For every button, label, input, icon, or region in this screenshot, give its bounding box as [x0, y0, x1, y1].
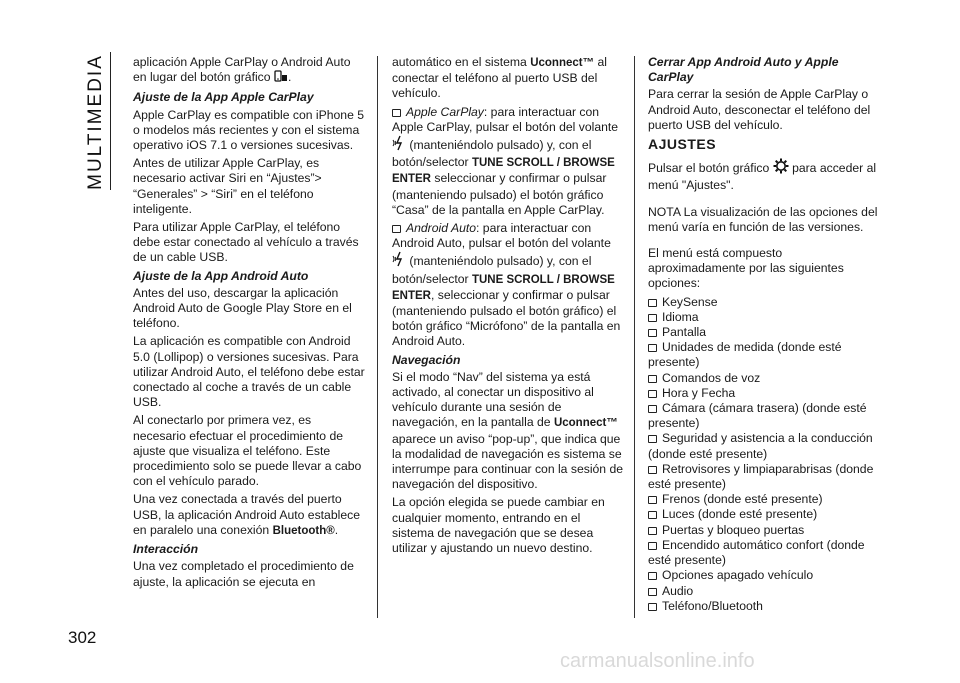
list-item: Opciones apagado vehículo [648, 568, 880, 583]
paragraph: Una vez completado el procedimiento de ajuste, la aplicación se ejecuta en [133, 559, 354, 589]
list-item: Encendido automático confort (donde esté presente) [648, 537, 865, 568]
list-item: Luces (donde esté presente) [648, 507, 880, 522]
page-number: 302 [68, 628, 97, 647]
paragraph: Al conectarlo por primera vez, es necesario efectuar el procedimiento de ajuste que visualiza el teléfono. Este procedimiento solo se puede llevar a cabo con el vehículo parado. [133, 413, 362, 489]
checkbox-bullet-icon [648, 511, 657, 519]
column-1 [133, 55, 365, 593]
list-item: Seguridad y asistencia a la conducción (donde esté presente) [648, 431, 873, 461]
checkbox-bullet-icon [648, 496, 657, 504]
section-label [66, 52, 126, 192]
section-divider [110, 52, 111, 190]
checkbox-bullet-icon [648, 435, 657, 443]
checkbox-bullet-icon [392, 225, 401, 233]
phone-projection-icon [274, 70, 288, 87]
column-divider [377, 56, 378, 618]
paragraph: Para cerrar la sesión de Apple CarPlay o Android Auto, desconectar el teléfono del puerto USB del vehículo. [648, 87, 871, 132]
checkbox-bullet-icon [648, 344, 657, 352]
checkbox-bullet-icon [648, 299, 657, 307]
heading-navigation: Navegación [392, 352, 461, 367]
checkbox-bullet-icon [648, 466, 657, 474]
checkbox-bullet-icon [648, 527, 657, 535]
paragraph: La opción elegida se puede cambiar en cualquier momento, entrando en el sistema de navegación que se desea utilizar y ajustando un nuevo destino. [392, 495, 605, 556]
paragraph: Para utilizar Apple CarPlay, el teléfono debe estar conectado al vehículo a través de un cable USB. [133, 220, 359, 265]
checkbox-bullet-icon [648, 405, 657, 413]
bullet-carplay: Apple CarPlay: para interactuar con Apple CarPlay, pulsar el botón del volante (manteniéndolo pulsado) y, con el botón/selector TUNE SCROLL / BROWSE ENTER seleccionar y confirmar o pulsar (manteniendo pulsado) el botón gráfico “Casa” de la pantalla en Apple CarPlay. [392, 104, 619, 217]
paragraph: automático en el sistema Uconnect™ al conectar el teléfono al puerto USB del vehículo. [392, 55, 607, 101]
list-item: Cámara (cámara trasera) (donde esté presente) [648, 401, 867, 431]
list-item: Comandos de voz [648, 371, 880, 386]
gear-icon [773, 158, 789, 178]
heading-close-apps: Cerrar App Android Auto y Apple CarPlay [648, 55, 839, 85]
checkbox-bullet-icon [648, 314, 657, 322]
checkbox-bullet-icon [392, 109, 401, 117]
column-3 [648, 55, 880, 614]
section-label-text: MULTIMEDIA [85, 54, 106, 190]
watermark: carmanualsonline.info [560, 650, 755, 672]
paragraph: Una vez conectada a través del puerto USB, la aplicación Android Auto establece en paralelo una conexión Bluetooth®. [133, 492, 360, 537]
list-item: Frenos (donde esté presente) [648, 492, 880, 507]
paragraph: La aplicación es compatible con Android 5.0 (Lollipop) o versiones sucesivas. Para utilizar Android Auto, el teléfono debe estar conectado al coche a través de un cable USB. [133, 334, 365, 410]
list-item: Audio [648, 584, 880, 599]
heading-android: Ajuste de la App Android Auto [133, 268, 309, 283]
list-item: Retrovisores y limpiaparabrisas (donde esté presente) [648, 461, 874, 492]
paragraph: Antes de utilizar Apple CarPlay, es necesario activar Siri en “Ajustes”> “Generales” > “Siri” en el teléfono inteligente. [133, 156, 322, 216]
checkbox-bullet-icon [648, 588, 657, 596]
heading-interaction: Interacción [133, 542, 199, 557]
bullet-android: Android Auto: para interactuar con Android Auto, pulsar el botón del volante (manteniéndolo pulsado) y, con el botón/selector TUNE SCROLL / BROWSE ENTER, seleccionar y confirmar o pulsar (manteniendo pulsado el botón gráfico) el botón gráfico “Micrófono” de la pantalla en Android Auto. [392, 221, 621, 349]
heading-ajustes: AJUSTES [648, 136, 717, 153]
paragraph: Apple CarPlay es compatible con iPhone 5 o modelos más recientes y con el sistema operativo iOS 7.1 o versiones sucesivas. [133, 107, 365, 153]
paragraph: Antes del uso, descargar la aplicación Android Auto de Google Play Store en el teléfono. [133, 285, 352, 331]
settings-options-list [648, 295, 880, 614]
voice-wheel-icon [392, 251, 406, 271]
column-divider [634, 56, 635, 618]
paragraph: Si el modo “Nav” del sistema ya está activado, al conectar un dispositivo al vehículo durante una sesión de navegación, en la pantalla de Uconnect™ aparece un aviso “pop-up”, que indica que la modalidad de navegación es sistema se interrumpe para continuar con la sesión de navegación del dispositivo. [392, 369, 624, 492]
list-item: Pantalla [648, 325, 880, 340]
checkbox-bullet-icon [648, 572, 657, 580]
checkbox-bullet-icon [648, 542, 657, 550]
checkbox-bullet-icon [648, 329, 657, 337]
list-item: Idioma [648, 310, 880, 325]
list-item: Teléfono/Bluetooth [648, 599, 880, 614]
voice-wheel-icon [392, 135, 406, 155]
column-2 [392, 55, 624, 559]
heading-carplay: Ajuste de la App Apple CarPlay [133, 90, 314, 105]
list-item: KeySense [648, 295, 880, 310]
list-item: Unidades de medida (donde esté presente) [648, 340, 842, 370]
paragraph: El menú está compuesto aproximadamente por las siguientes opciones: [648, 246, 844, 291]
checkbox-bullet-icon [648, 375, 657, 383]
paragraph: Pulsar el botón gráfico para acceder al menú "Ajustes". [648, 158, 880, 193]
paragraph: aplicación Apple CarPlay o Android Auto en lugar del botón gráfico . [133, 55, 365, 87]
list-item: Hora y Fecha [648, 386, 880, 401]
checkbox-bullet-icon [648, 390, 657, 398]
note: NOTA La visualización de las opciones del menú varía en función de las versiones. [648, 204, 878, 234]
checkbox-bullet-icon [648, 603, 657, 611]
list-item: Puertas y bloqueo puertas [648, 523, 880, 538]
